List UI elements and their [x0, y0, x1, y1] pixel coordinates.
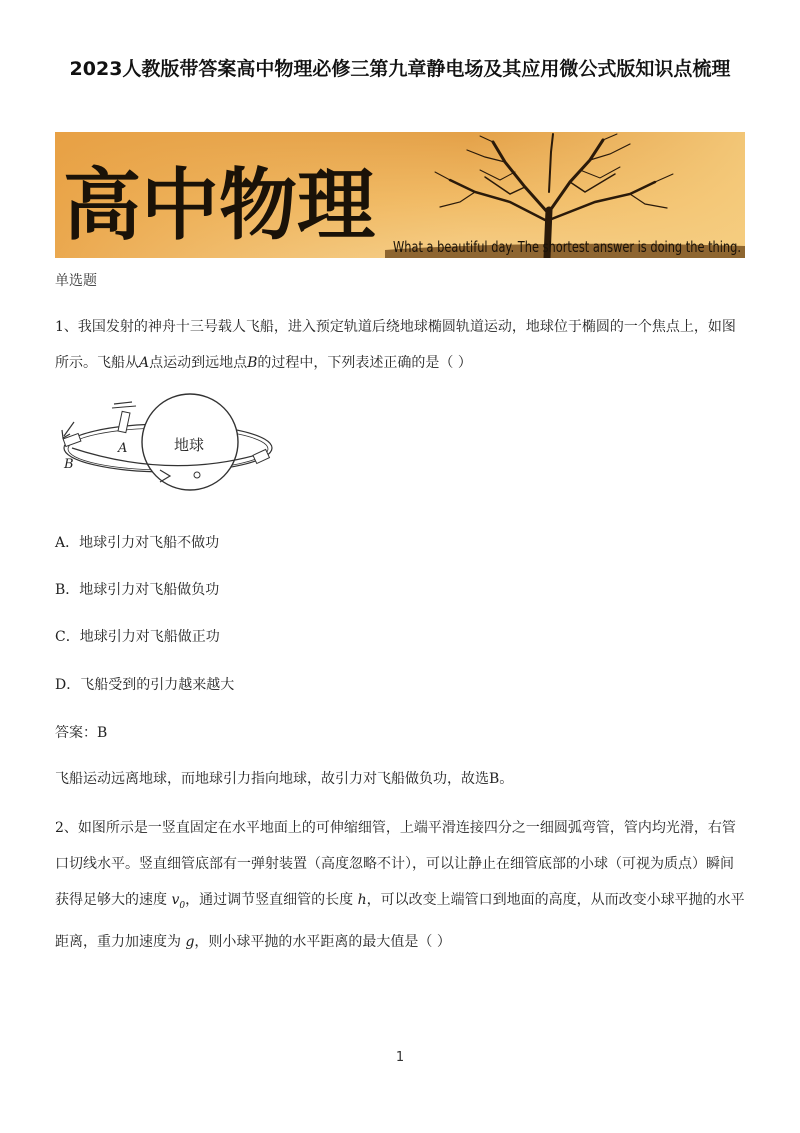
banner-heading: 高中物理	[63, 160, 376, 251]
point-b-label: B	[64, 457, 74, 472]
q2-text-b: ，通过调节竖直细管的长度	[185, 892, 354, 908]
q2-text-a: 2、如图所示是一竖直固定在水平地面上的可伸缩细管，上端平滑连接四分之一细圆弧弯管，管内均光滑，右管口切线水平。竖直细管底部有一弹射装置（高度忽略不计），可以让静止在细管底部的小球（可视为质点）瞬间获得足够大的速度	[55, 820, 736, 908]
q1-text-c: 的过程中，下列表述正确的是（ ）	[257, 355, 472, 371]
point-a-label: A	[118, 441, 128, 456]
q2-text-c: ，可以改变上端管口到地面的高度，从而改变小球平抛的水平距离，重力加速度为	[55, 892, 745, 950]
earth-label: 地球	[174, 436, 205, 454]
q1-var-b: B	[247, 355, 258, 371]
option-a: A．地球引力对飞船不做功	[55, 535, 220, 551]
orbit-diagram	[50, 392, 280, 496]
question-1-text	[55, 309, 745, 381]
page-number: 1	[395, 1050, 405, 1065]
satellite-icon-b	[63, 434, 81, 447]
banner-slogan: What a beautiful day. The shortest answer is doing the thing.	[393, 238, 741, 256]
arrow-left-icon	[114, 402, 132, 404]
explanation: 飞船运动远离地球，而地球引力指向地球，故引力对飞船做负功，故选B。	[55, 771, 514, 787]
option-d: D．飞船受到的引力越来越大	[55, 677, 235, 693]
section-label: 单选题	[55, 273, 97, 289]
q1-text-b: 点运动到远地点	[149, 355, 248, 371]
option-b: B．地球引力对飞船做负功	[55, 582, 220, 598]
q2-var-v-sub: 0	[179, 900, 186, 911]
banner-image	[55, 132, 745, 258]
document-title: 2023人教版带答案高中物理必修三第九章静电场及其应用微公式版知识点梳理	[69, 58, 731, 80]
question-2-text	[55, 810, 745, 960]
satellite-icon-right	[253, 449, 269, 463]
q2-var-v: v	[171, 892, 180, 908]
option-c: C．地球引力对飞船做正功	[55, 629, 220, 645]
q2-var-g: g	[185, 933, 195, 950]
physics-banner	[55, 132, 745, 258]
q2-text-d: ，则小球平抛的水平距离的最大值是（ ）	[194, 933, 451, 950]
answer-line: 答案：B	[55, 725, 108, 741]
q2-var-h: h	[357, 892, 367, 908]
satellite-icon-a	[112, 406, 136, 433]
q1-var-a: A	[139, 355, 150, 371]
q1-text-a: 1、我国发射的神舟十三号载人飞船，进入预定轨道后绕地球椭圆轨道运动，地球位于椭圆的一个焦点上，如图所示。飞船从	[55, 319, 736, 371]
